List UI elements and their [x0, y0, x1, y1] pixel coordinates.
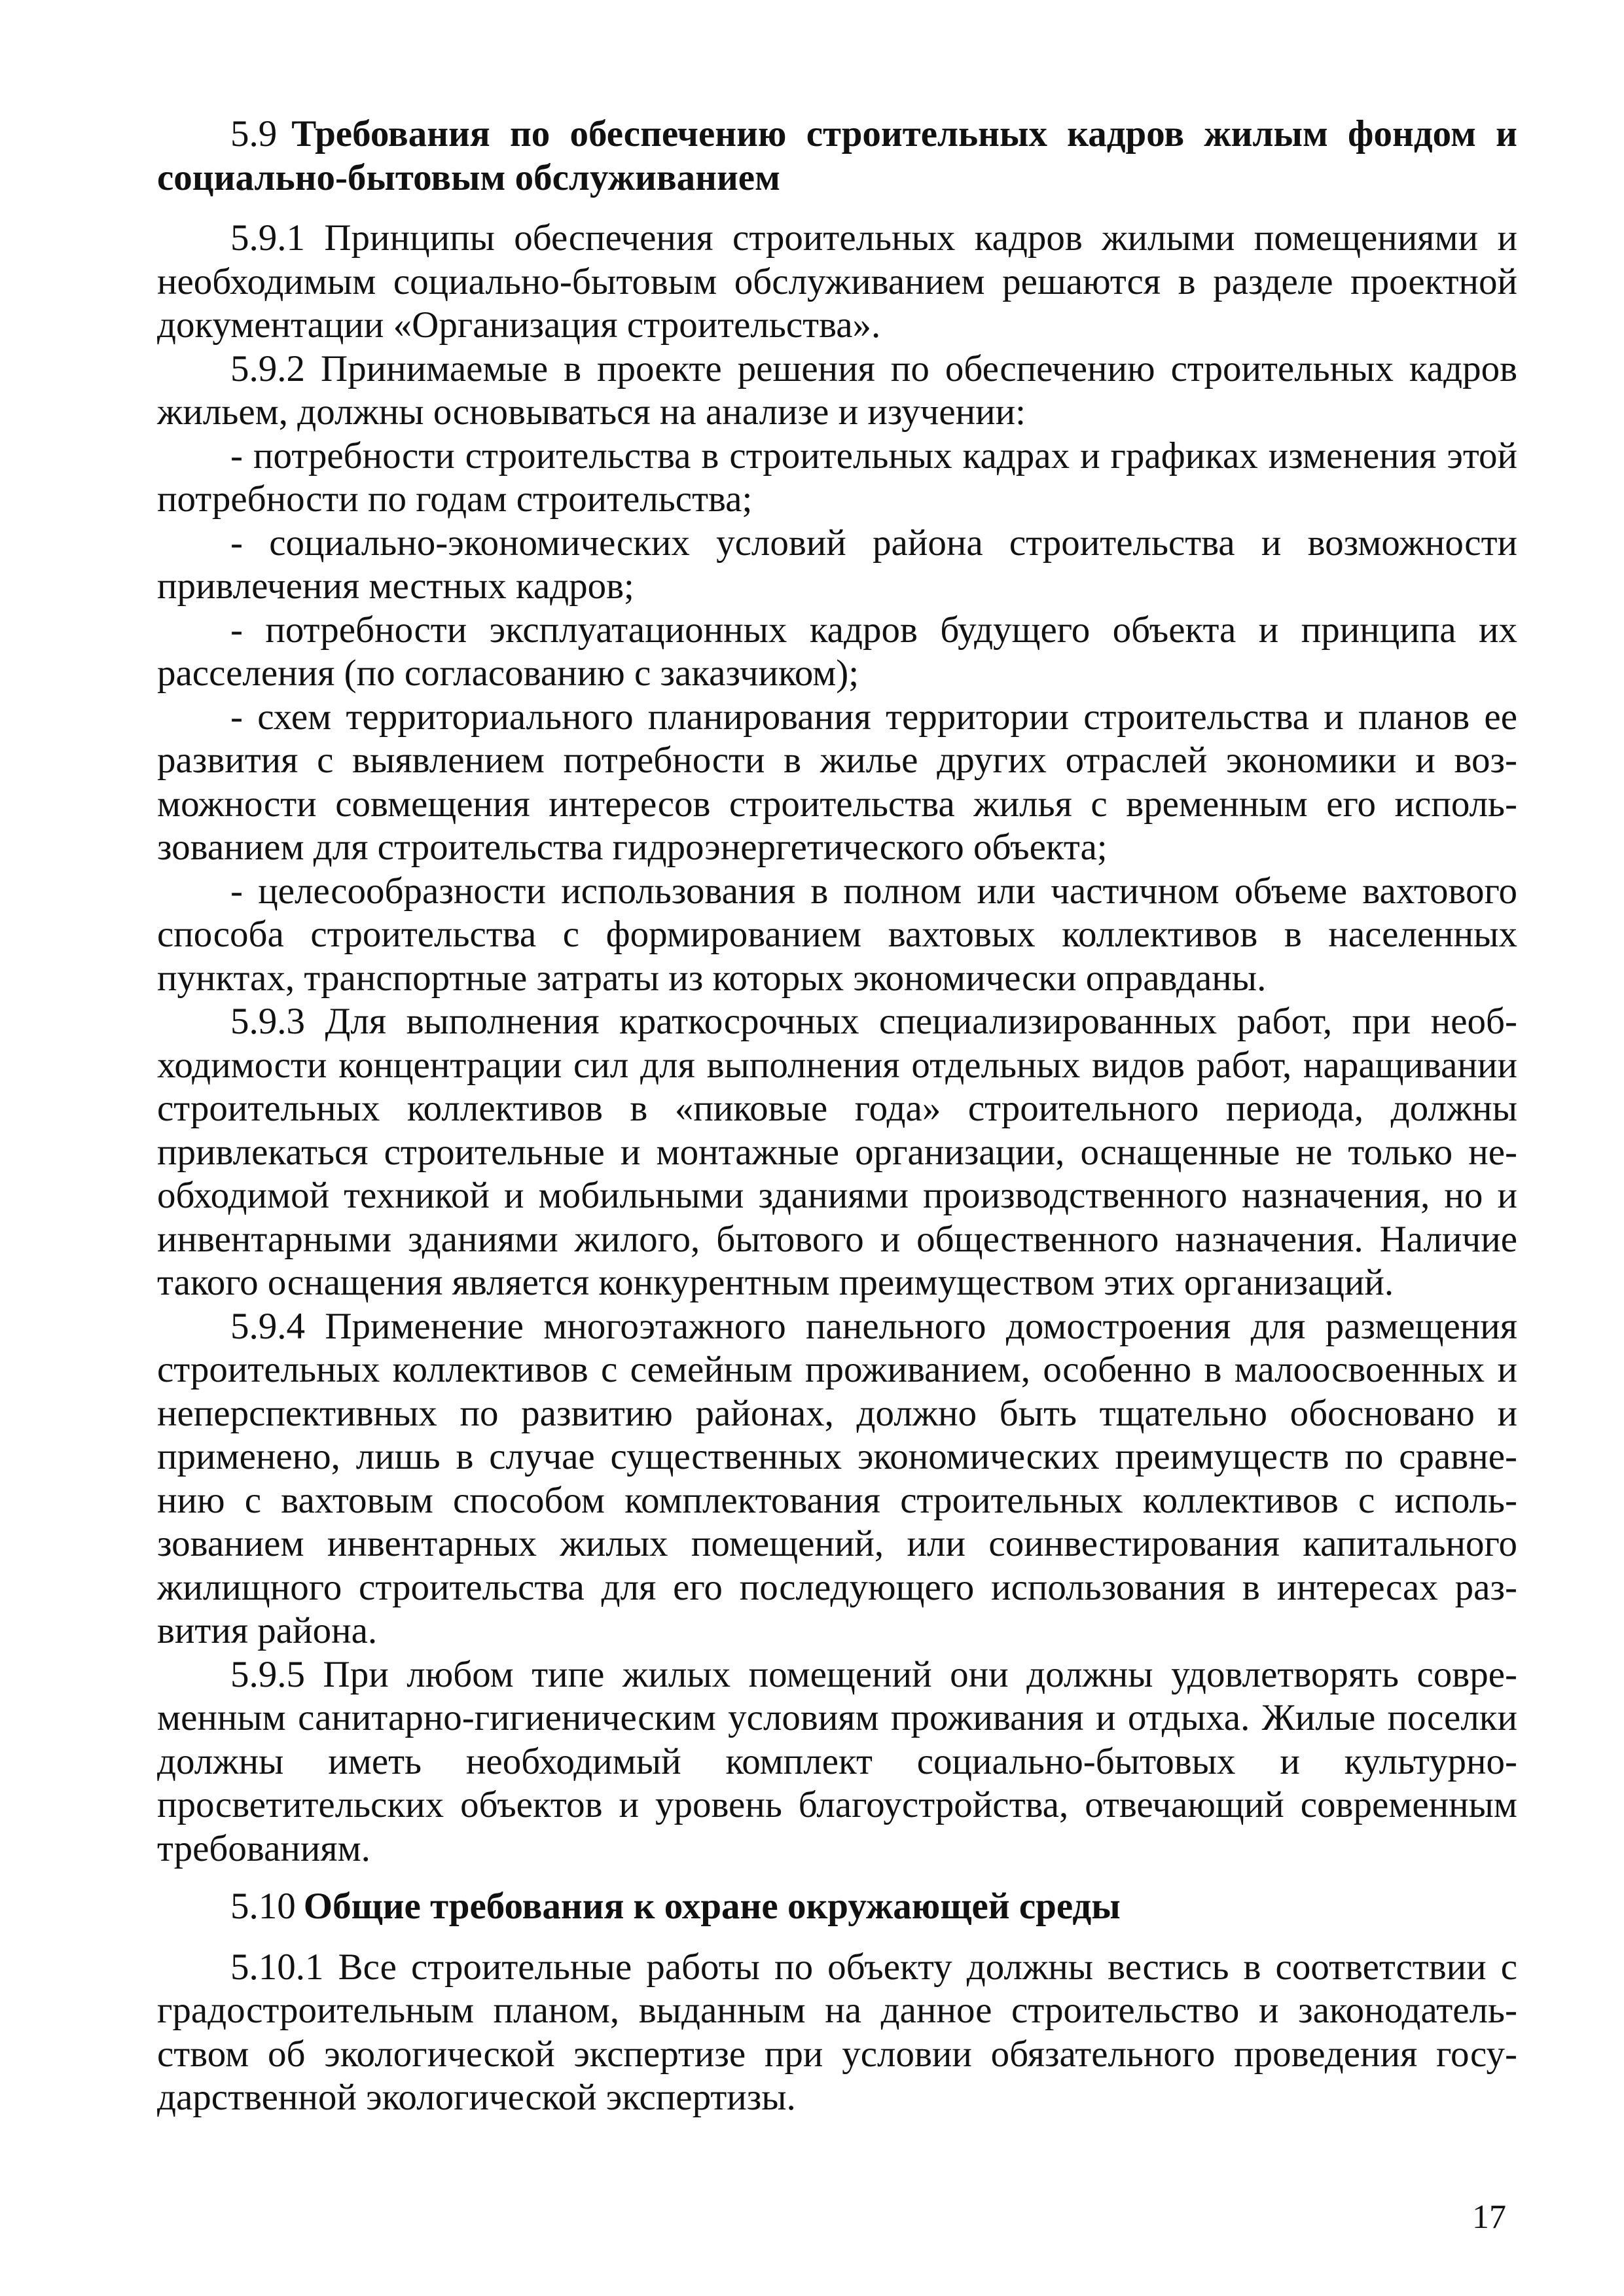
paragraph-5-9-5: 5.9.5 При любом типе жилых помещений они должны удовлетворять современным санитарно-гигиеническим условиям проживания и отдыха. Жилые поселки должны иметь необходимый комплект социально-бытовых и культурно-просветительских объектов и уровень благоустройства, отвечающий современным требованиям.	[157, 1653, 1517, 1869]
paragraph-5-9-3: 5.9.3 Для выполнения краткосрочных специализированных работ, при необходимости концентрации сил для выполнения отдельных видов работ, наращивании строительных коллективов в «пиковые года» строительного периода, должны привлекаться строительные и монтажные организации, оснащенные не только необходимой техникой и мобильными зданиями производственного назначения, но и инвентарными зданиями жилого, бытового и общественного назначения. Наличие такого оснащения является конкурентным преимуществом этих организаций.	[157, 1001, 1517, 1303]
section-heading-5-9	[157, 113, 1517, 200]
paragraph-5-10-1: 5.10.1 Все строительные работы по объекту должны вестись в соответствии с градостроительным планом, выданным на данное строительство и законодательством об экологической экспертизе при условии обязательного проведения государственной экологической экспертизы.	[157, 1946, 1517, 2118]
section-heading-5-10	[157, 1885, 1517, 1929]
paragraph-5-9-1: 5.9.1 Принципы обеспечения строительных кадров жилыми помещениями и необходимым социально-бытовым обслуживанием решаются в разделе проектной документации «Организация строительства».	[157, 217, 1517, 346]
section-title: Общие требования к охране окружающей среды	[303, 1886, 1121, 1927]
section-number: 5.9	[230, 113, 278, 154]
section-title: Требования по обеспечению строительных кадров жилым фондом и социально-бытовым обслуживанием	[157, 113, 1517, 198]
list-item: - целесообразности использования в полном или частичном объеме вахтового способа строительства с формированием вахтовых коллективов в населенных пунктах, транспортные затраты из которых экономически оправданы.	[157, 870, 1517, 999]
section-number: 5.10	[230, 1886, 296, 1927]
page-content	[157, 113, 1517, 2120]
list-item: - потребности строительства в строительных кадрах и графиках изменения этой потребности по годам строительства;	[157, 435, 1517, 520]
paragraph-5-9-2: 5.9.2 Принимаемые в проекте решения по обеспечению строительных кадров жильем, должны основываться на анализе и изучении:	[157, 348, 1517, 433]
list-item: - схем территориального планирования территории строительства и планов ее развития с выявлением потребности в жилье других отраслей экономики и возможности совмещения интересов строительства жилья с временным его использованием для строительства гидроэнергетического объекта;	[157, 696, 1517, 868]
list-item: - социально-экономических условий района строительства и возможности привлечения местных кадров;	[157, 522, 1517, 607]
list-item: - потребности эксплуатационных кадров будущего объекта и принципа их расселения (по согласованию с заказчиком);	[157, 609, 1517, 694]
page-number: 17	[1472, 2198, 1506, 2236]
paragraph-5-9-4: 5.9.4 Применение многоэтажного панельного домостроения для размещения строительных коллективов с семейным проживанием, особенно в малоосвоенных и неперспективных по развитию районах, должно быть тщательно обосновано и применено, лишь в случае существенных экономических преимуществ по сравнению с вахтовым способом комплектования строительных коллективов с использованием инвентарных жилых помещений, или соинвестирования капитального жилищного строительства для его последующего использования в интересах развития района.	[157, 1305, 1517, 1651]
